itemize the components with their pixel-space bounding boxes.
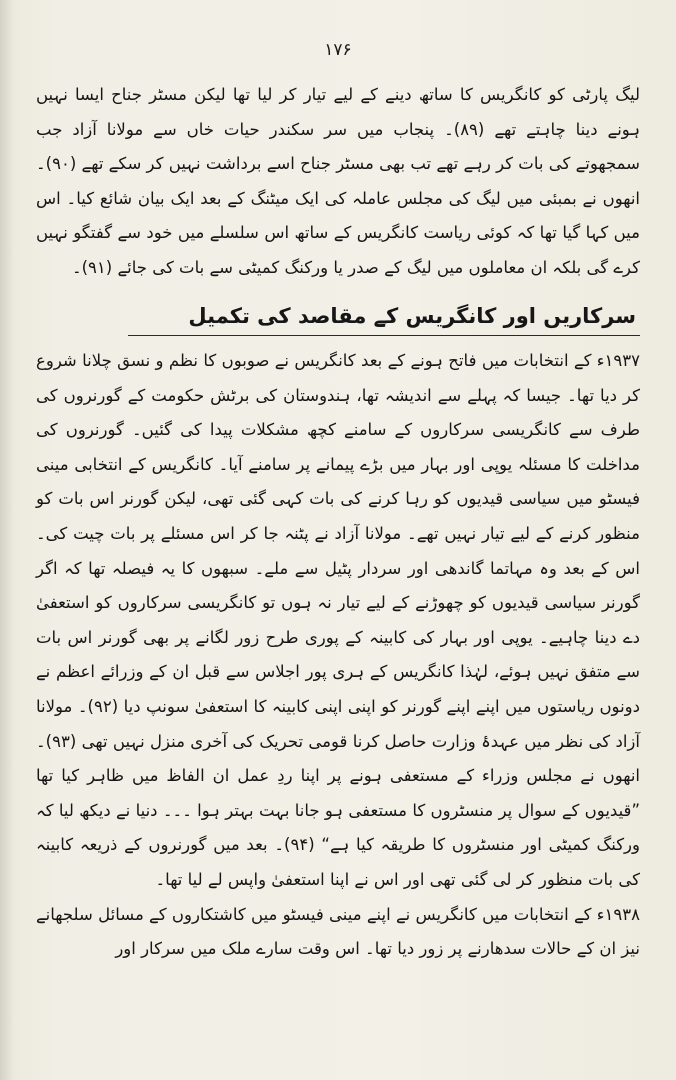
paragraph-3: ۱۹۳۸ء کے انتخابات میں کانگریس نے اپنے مینی فیسٹو میں کاشتکاروں کے مسائل سلجھانے نیز ان کے حالات سدھارنے پر زور دیا تھا۔ اس وقت سارے ملک میں سرکار اور <box>36 904 640 959</box>
paragraph-2: ۱۹۳۷ء کے انتخابات میں فاتح ہونے کے بعد کانگریس نے صوبوں کا نظم و نسق چلانا شروع کر دیا تھا۔ جیسا کہ پہلے سے اندیشہ تھا، ہندوستان کی برٹش حکومت کے گورنروں کی طرف سے کانگریسی سرکاروں کے سامنے کچھ مشکلات پیدا کی گئیں۔ گورنروں کی مداخلت کا مسئلہ یوپی اور بہار میں بڑے پیمانے پر سامنے آیا۔ کانگریس کے انتخابی مینی فیسٹو میں سیاسی قیدیوں کو رہا کرنے کی بات کہی گئی تھی، لیکن گورنر اس بات کو منظور کرنے کے لیے تیار نہیں تھے۔ مولانا آزاد نے پٹنہ جا کر اس مسئلے پر بات چیت کی۔ اس کے بعد وہ مہاتما گاندھی اور سردار پٹیل سے ملے۔ سبھوں کا یہ فیصلہ تھا کہ اگر گورنر سیاسی قیدیوں کو چھوڑنے کے لیے تیار نہ ہوں تو کانگریسی سرکاروں کو استعفیٰ دے دینا چاہیے۔ یوپی اور بہار کی کابینہ کے پوری طرح زور لگانے پر بھی گورنر اس بات سے متفق نہیں ہوئے، لہٰذا کانگریس کے ہری پور اجلاس سے قبل ان کے وزرائے اعظم نے دونوں ریاستوں میں اپنے اپنے گورنر کو اپنی اپنی کابینہ کا استعفیٰ سونپ دیا (۹۲)۔ مولانا آزاد کی نظر میں عہدۂ وزارت حاصل کرنا قومی تحریک کی آخری منزل نہیں تھی (۹۳)۔ انھوں نے مجلس وزراء کے مستعفی ہونے پر اپنا ردِ عمل ان الفاظ میں ظاہر کیا تھا ”قیدیوں کے سوال پر منسٹروں کا مستعفی ہو جانا بہت بہتر ہوا ۔۔۔ دنیا نے دیکھ لیا کہ ورکنگ کمیٹی اور منسٹروں کا طریقہ کیا ہے“ (۹۴)۔ بعد میں گورنروں کے ذریعہ کابینہ کی بات منظور کر لی گئی تھی اور اس نے اپنا استعفیٰ واپس لے لیا تھا۔ <box>36 351 640 889</box>
section-heading: سرکاریں اور کانگریس کے مقاصد کی تکمیل <box>128 299 640 336</box>
body-text <box>36 78 640 967</box>
page-number: ۱۷۶ <box>324 40 352 60</box>
section-heading-wrap <box>36 299 640 336</box>
page-gutter-shadow <box>0 0 14 1080</box>
paragraph-1: لیگ پارٹی کو کانگریس کا ساتھ دینے کے لیے تیار کر لیا تھا لیکن مسٹر جناح ایسا نہیں ہونے دینا چاہتے تھے (۸۹)۔ پنجاب میں سر سکندر حیات خاں سے مولانا آزاد جب سمجھوتے کی بات کر رہے تھے تب بھی مسٹر جناح اسے برداشت نہیں کر سکے تھے (۹۰)۔ انھوں نے بمبئی میں لیگ کی مجلس عاملہ کی ایک میٹنگ کے بعد ایک بیان شائع کیا۔ اس میں کہا گیا تھا کہ کوئی ریاست کانگریس کے ساتھ اس سلسلے میں خود سے گفتگو نہیں کرے گی بلکہ ان معاملوں میں لیگ کے صدر یا ورکنگ کمیٹی سے بات کی جائے (۹۱)۔ <box>36 85 640 277</box>
